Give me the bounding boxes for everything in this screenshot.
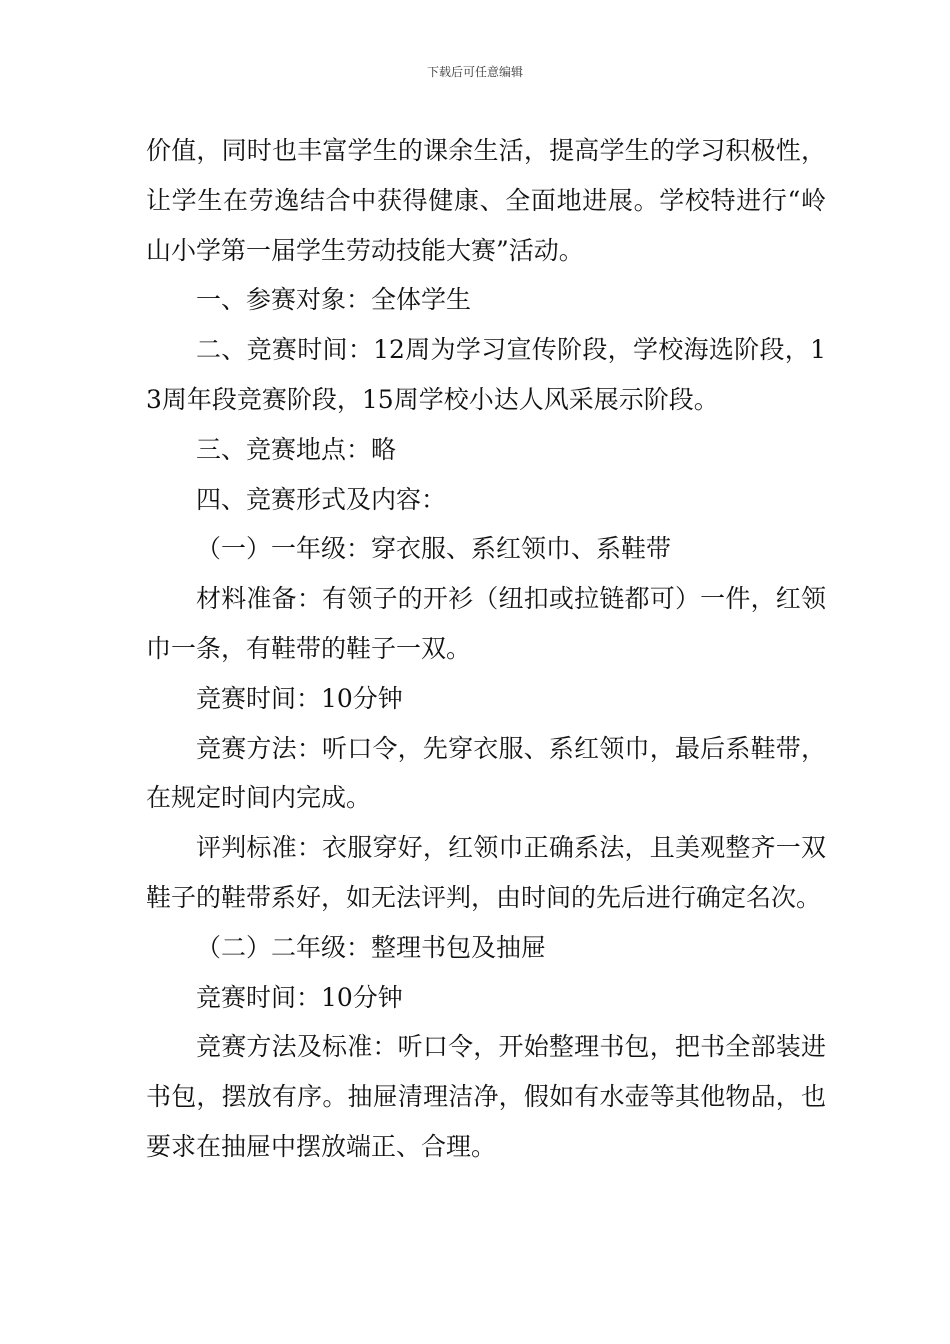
paragraph-grade2-time: 竞赛时间：10分钟 <box>196 982 403 1012</box>
document-body <box>146 126 826 1172</box>
paragraph-grade1-materials: 材料准备：有领子的开衫（纽扣或拉链都可）一件，红领巾一条，有鞋带的鞋子一双。 <box>146 584 826 663</box>
paragraph-intro: 价值，同时也丰富学生的课余生活，提高学生的学习积极性，让学生在劳逸结合中获得健康、全面地进展。学校特进行“岭山小学第一届学生劳动技能大赛”活动。 <box>146 136 826 265</box>
paragraph-grade1-heading: （一）一年级：穿衣服、系红领巾、系鞋带 <box>196 534 672 564</box>
paragraph-grade1-time: 竞赛时间：10分钟 <box>196 683 403 713</box>
paragraph-location: 三、竞赛地点：略 <box>196 434 397 464</box>
paragraph-format-heading: 四、竞赛形式及内容： <box>196 484 447 514</box>
paragraph-grade2-method: 竞赛方法及标准：听口令，开始整理书包，把书全部装进书包，摆放有序。抽屉清理洁净，假如有水壶等其他物品，也要求在抽屉中摆放端正、合理。 <box>146 1032 826 1161</box>
paragraph-grade1-criteria: 评判标准：衣服穿好，红领巾正确系法，且美观整齐一双鞋子的鞋带系好，如无法评判，由时间的先后进行确定名次。 <box>146 833 826 912</box>
paragraph-participants: 一、参赛对象：全体学生 <box>196 285 472 315</box>
paragraph-grade2-heading: （二）二年级：整理书包及抽屉 <box>196 932 547 962</box>
page-header: 下载后可任意编辑 <box>426 65 523 79</box>
paragraph-grade1-method: 竞赛方法：听口令，先穿衣服、系红领巾，最后系鞋带，在规定时间内完成。 <box>146 733 826 813</box>
paragraph-schedule: 二、竞赛时间：12周为学习宣传阶段，学校海选阶段，13周年段竞赛阶段，15周学校小达人风采展示阶段。 <box>146 335 826 414</box>
